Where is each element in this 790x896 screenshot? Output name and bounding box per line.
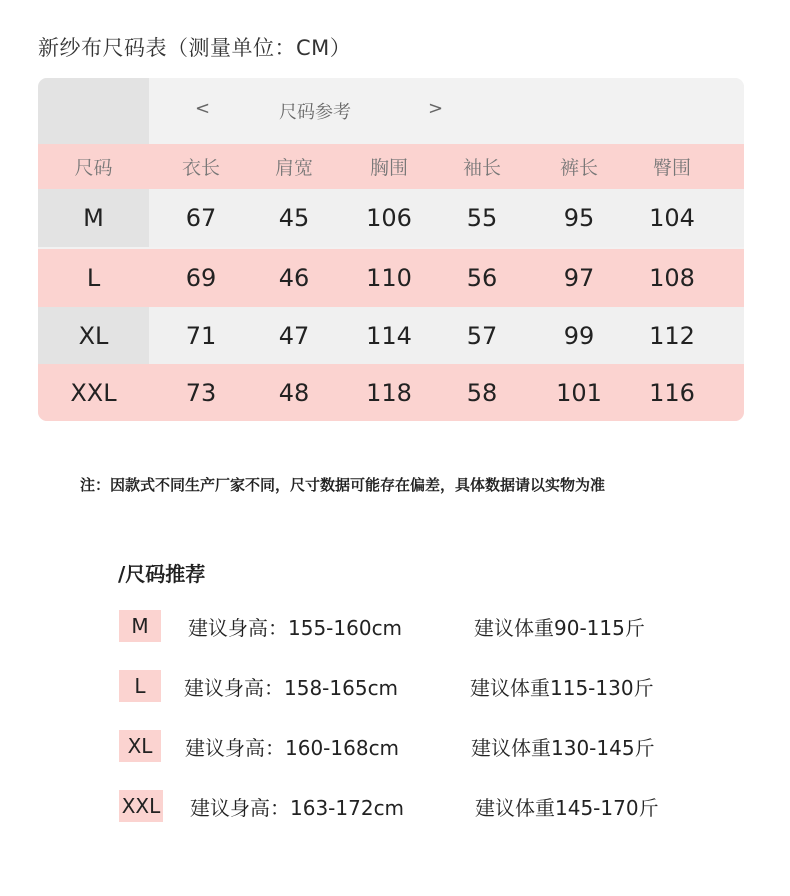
height-recommendation: 建议身高：158-165cm bbox=[184, 676, 399, 700]
size-table bbox=[38, 78, 744, 421]
height-recommendation: 建议身高：163-172cm bbox=[190, 796, 405, 820]
table-cell: 71 bbox=[185, 322, 217, 350]
table-cell: 58 bbox=[466, 378, 498, 407]
header-cell: 肩宽 bbox=[274, 157, 313, 179]
table-cell: 104 bbox=[649, 204, 695, 232]
recommend-row bbox=[0, 786, 790, 826]
height-recommendation: 建议身高：160-168cm bbox=[185, 736, 400, 760]
table-cell: 47 bbox=[278, 322, 310, 350]
next-arrow-button[interactable]: > bbox=[428, 98, 444, 119]
table-cell: 101 bbox=[556, 378, 602, 407]
page-title: 新纱布尺码表（测量单位：CM） bbox=[38, 36, 352, 60]
table-cell: 110 bbox=[366, 264, 412, 292]
table-cell: 48 bbox=[278, 378, 310, 407]
size-badge: L bbox=[119, 670, 161, 702]
nav-label: 尺码参考 bbox=[279, 102, 351, 123]
table-row bbox=[38, 307, 744, 365]
weight-recommendation: 建议体重130-145斤 bbox=[471, 736, 655, 760]
table-cell: 69 bbox=[185, 264, 217, 292]
table-cell: 114 bbox=[366, 322, 412, 350]
header-cell: 尺码 bbox=[74, 157, 113, 179]
table-row bbox=[38, 249, 744, 307]
size-cell: XXL bbox=[70, 378, 117, 407]
table-cell: 99 bbox=[563, 322, 595, 350]
size-badge: XL bbox=[119, 730, 161, 762]
table-cell: 112 bbox=[649, 322, 695, 350]
prev-arrow-button[interactable]: < bbox=[195, 98, 211, 119]
header-cell: 裤长 bbox=[559, 157, 598, 179]
recommend-row bbox=[0, 606, 790, 646]
header-cell: 衣长 bbox=[181, 157, 220, 179]
size-cell: XL bbox=[38, 307, 149, 365]
header-cell: 胸围 bbox=[369, 157, 408, 179]
table-cell: 108 bbox=[649, 264, 695, 292]
table-cell: 97 bbox=[563, 264, 595, 292]
table-cell: 73 bbox=[185, 378, 217, 407]
table-cell: 56 bbox=[466, 264, 498, 292]
weight-recommendation: 建议体重90-115斤 bbox=[474, 616, 645, 640]
size-badge: M bbox=[119, 610, 161, 642]
table-cell: 116 bbox=[649, 378, 695, 407]
header-cell: 臀围 bbox=[652, 157, 691, 179]
table-header-row bbox=[38, 144, 744, 189]
recommend-row bbox=[0, 666, 790, 706]
table-cell: 95 bbox=[563, 204, 595, 232]
recommend-title: /尺码推荐 bbox=[118, 562, 206, 586]
height-recommendation: 建议身高：155-160cm bbox=[188, 616, 403, 640]
weight-recommendation: 建议体重115-130斤 bbox=[470, 676, 654, 700]
table-row bbox=[38, 189, 744, 247]
recommend-row bbox=[0, 726, 790, 766]
table-cell: 45 bbox=[278, 204, 310, 232]
table-nav-row bbox=[38, 78, 744, 144]
disclaimer-note: 注：因款式不同生产厂家不同，尺寸数据可能存在偏差，具体数据请以实物为准 bbox=[80, 476, 606, 494]
nav-corner-block bbox=[38, 78, 149, 144]
table-cell: 57 bbox=[466, 322, 498, 350]
header-cell: 袖长 bbox=[462, 157, 501, 179]
table-cell: 118 bbox=[366, 378, 412, 407]
table-cell: 55 bbox=[466, 204, 498, 232]
table-row bbox=[38, 364, 744, 421]
size-cell: M bbox=[38, 189, 149, 247]
table-cell: 67 bbox=[185, 204, 217, 232]
table-cell: 46 bbox=[278, 264, 310, 292]
size-badge: XXL bbox=[119, 790, 163, 822]
size-cell: L bbox=[86, 264, 101, 292]
weight-recommendation: 建议体重145-170斤 bbox=[475, 796, 659, 820]
table-cell: 106 bbox=[366, 204, 412, 232]
